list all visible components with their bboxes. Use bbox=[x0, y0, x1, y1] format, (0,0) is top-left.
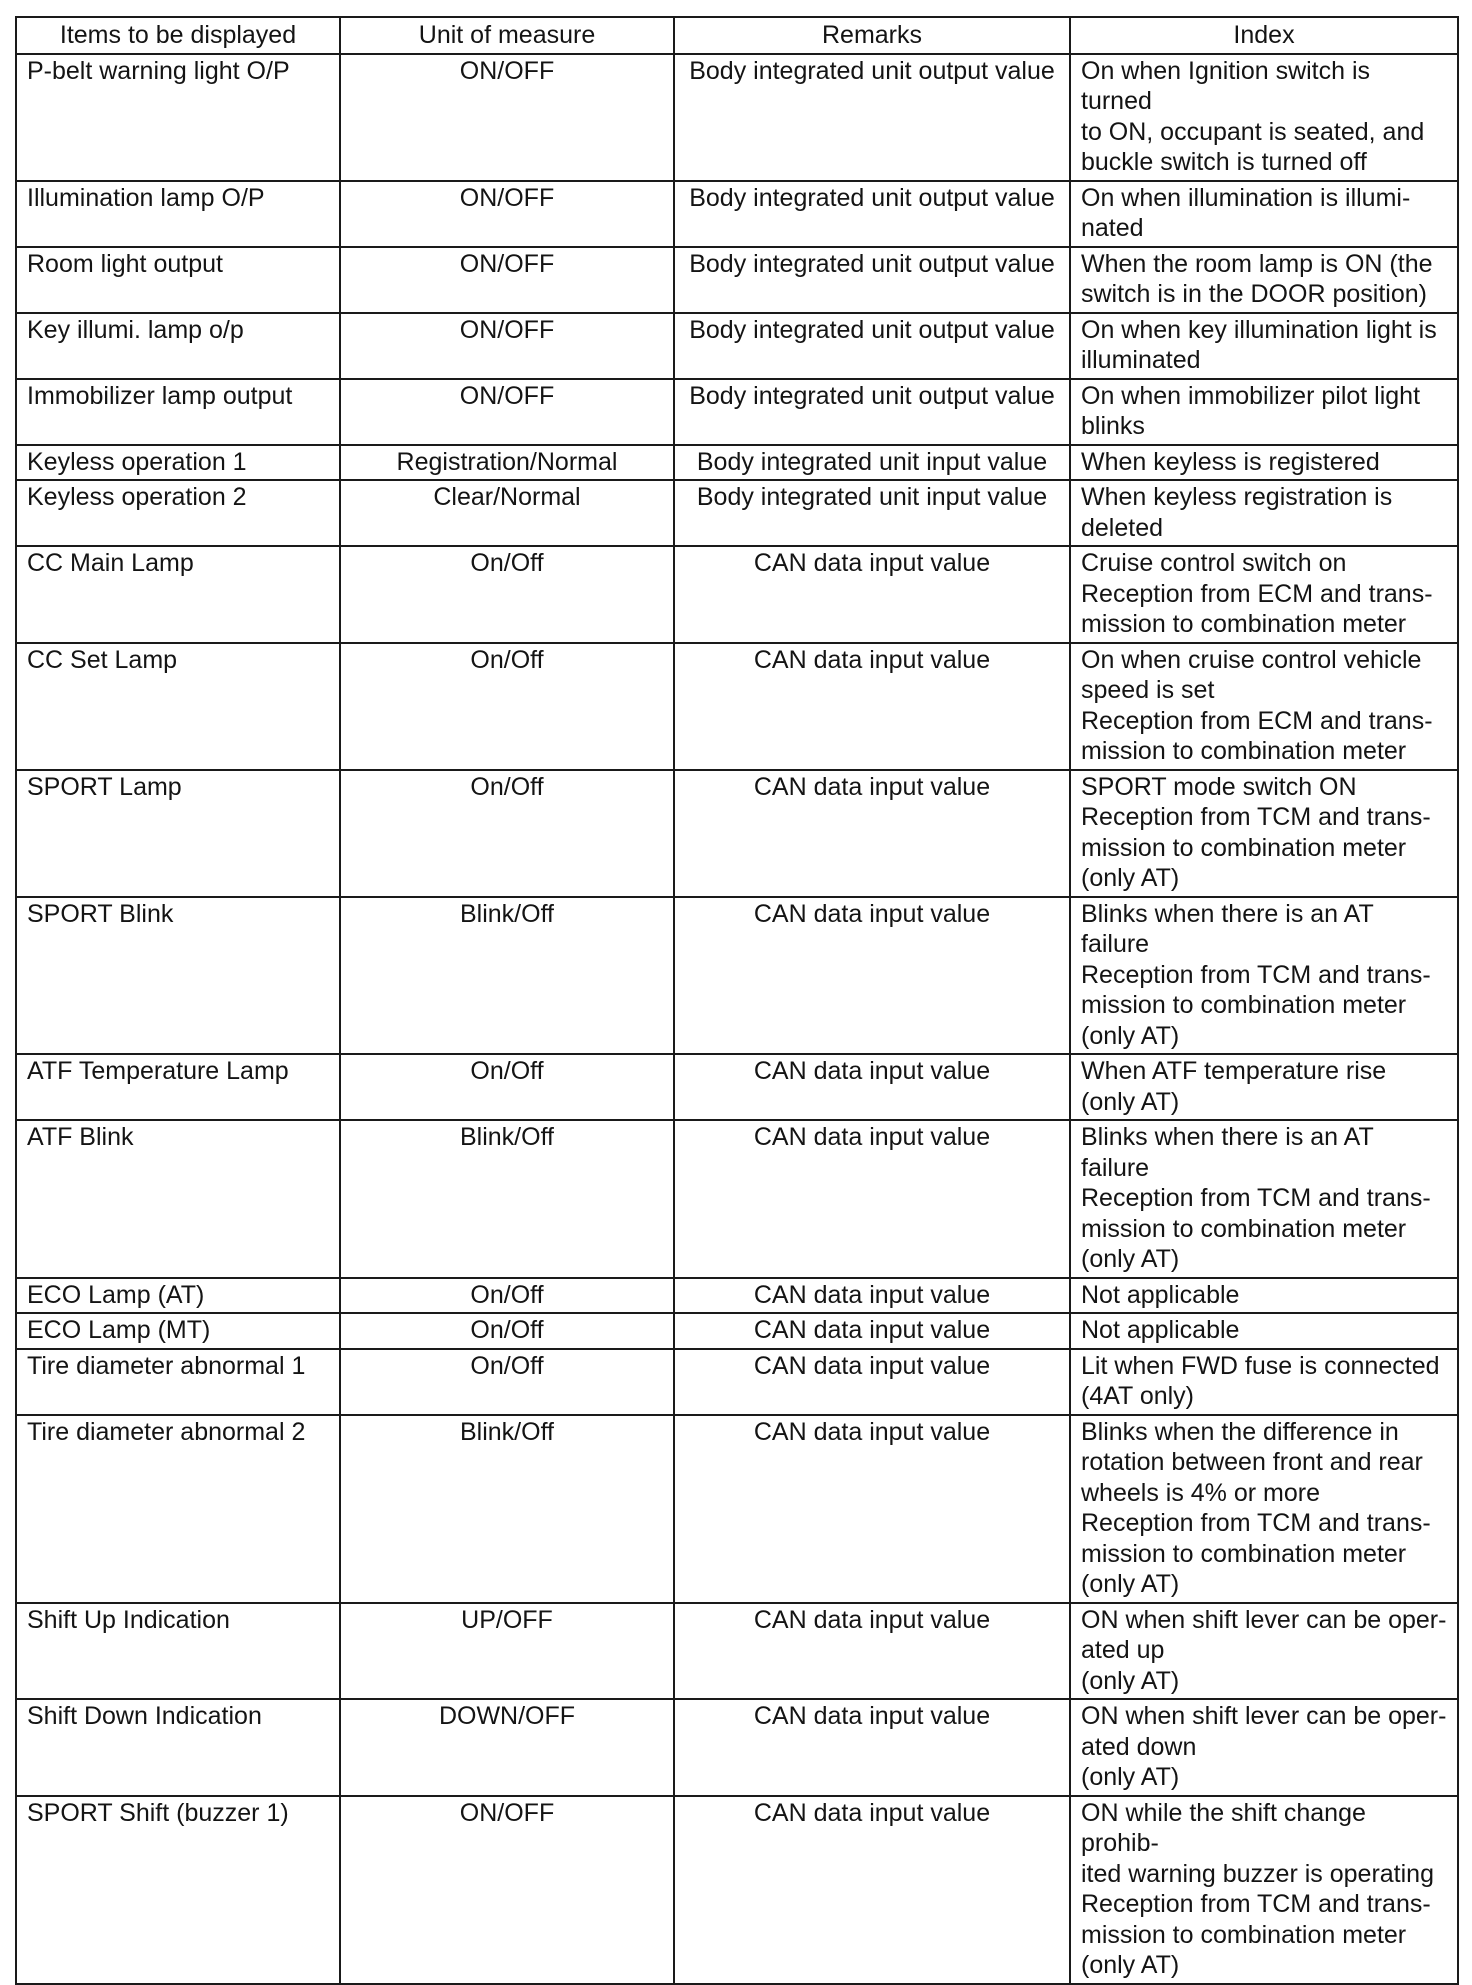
index-line: When keyless is registered bbox=[1081, 447, 1380, 476]
header-remarks: Remarks bbox=[674, 17, 1070, 54]
index-line: Reception from TCM and trans- bbox=[1081, 1184, 1431, 1212]
index-cell bbox=[1070, 1349, 1458, 1415]
index-line: ated up bbox=[1081, 1636, 1165, 1664]
index-line: SPORT mode switch ON bbox=[1081, 772, 1357, 801]
header-unit: Unit of measure bbox=[340, 17, 674, 54]
index-line: mission to combination meter bbox=[1081, 1920, 1407, 1949]
item-cell: ECO Lamp (AT) bbox=[16, 1278, 340, 1314]
index-cell bbox=[1070, 643, 1458, 770]
remarks-cell: Body integrated unit output value bbox=[674, 181, 1070, 247]
unit-cell: On/Off bbox=[340, 1349, 674, 1415]
item-cell: Illumination lamp O/P bbox=[16, 181, 340, 247]
remarks-cell: CAN data input value bbox=[674, 1415, 1070, 1603]
unit-cell: On/Off bbox=[340, 770, 674, 897]
remarks-cell: CAN data input value bbox=[674, 770, 1070, 897]
index-line: ON when shift lever can be oper- bbox=[1081, 1702, 1447, 1730]
remarks-cell: Body integrated unit output value bbox=[674, 379, 1070, 445]
table-row bbox=[16, 1349, 1458, 1415]
header-index: Index bbox=[1070, 17, 1458, 54]
unit-cell: ON/OFF bbox=[340, 313, 674, 379]
remarks-cell: CAN data input value bbox=[674, 1796, 1070, 1984]
data-monitor-table-container bbox=[15, 16, 1459, 1985]
table-row bbox=[16, 1796, 1458, 1984]
index-cell bbox=[1070, 1054, 1458, 1120]
item-cell: Tire diameter abnormal 1 bbox=[16, 1349, 340, 1415]
unit-cell: Clear/Normal bbox=[340, 480, 674, 546]
table-row bbox=[16, 480, 1458, 546]
index-line: illuminated bbox=[1081, 346, 1201, 374]
item-cell: Key illumi. lamp o/p bbox=[16, 313, 340, 379]
index-line: On when illumination is illumi- bbox=[1081, 183, 1411, 212]
unit-cell: ON/OFF bbox=[340, 1796, 674, 1984]
index-line: (only AT) bbox=[1081, 1951, 1180, 1979]
index-cell bbox=[1070, 770, 1458, 897]
index-cell bbox=[1070, 445, 1458, 481]
index-line: ited warning buzzer is operating bbox=[1081, 1859, 1434, 1888]
item-cell: Shift Down Indication bbox=[16, 1699, 340, 1796]
item-cell: Immobilizer lamp output bbox=[16, 379, 340, 445]
table-row bbox=[16, 1415, 1458, 1603]
index-line: When the room lamp is ON (the bbox=[1081, 249, 1433, 278]
index-line: ON while the shift change prohib- bbox=[1081, 1798, 1366, 1857]
index-line: to ON, occupant is seated, and bbox=[1081, 117, 1425, 146]
index-line: mission to combination meter bbox=[1081, 833, 1407, 862]
index-cell bbox=[1070, 247, 1458, 313]
unit-cell: ON/OFF bbox=[340, 181, 674, 247]
table-row bbox=[16, 247, 1458, 313]
index-line: (only AT) bbox=[1081, 1763, 1180, 1791]
unit-cell: Blink/Off bbox=[340, 1120, 674, 1278]
unit-cell: On/Off bbox=[340, 1054, 674, 1120]
data-monitor-table bbox=[15, 16, 1459, 1985]
index-line: Reception from TCM and trans- bbox=[1081, 803, 1431, 831]
item-cell: SPORT Shift (buzzer 1) bbox=[16, 1796, 340, 1984]
table-row bbox=[16, 770, 1458, 897]
index-line: mission to combination meter bbox=[1081, 737, 1407, 765]
remarks-cell: Body integrated unit output value bbox=[674, 247, 1070, 313]
index-line: On when cruise control vehicle bbox=[1081, 645, 1422, 674]
item-cell: SPORT Blink bbox=[16, 897, 340, 1055]
unit-cell: Blink/Off bbox=[340, 897, 674, 1055]
table-row bbox=[16, 643, 1458, 770]
index-line: buckle switch is turned off bbox=[1081, 148, 1367, 176]
index-line: Cruise control switch on bbox=[1081, 549, 1347, 577]
index-cell bbox=[1070, 1313, 1458, 1349]
index-cell bbox=[1070, 379, 1458, 445]
item-cell: Tire diameter abnormal 2 bbox=[16, 1415, 340, 1603]
remarks-cell: CAN data input value bbox=[674, 1313, 1070, 1349]
index-line: (only AT) bbox=[1081, 1570, 1180, 1598]
index-line: Reception from ECM and trans- bbox=[1081, 579, 1433, 608]
unit-cell: DOWN/OFF bbox=[340, 1699, 674, 1796]
index-cell bbox=[1070, 546, 1458, 643]
index-cell bbox=[1070, 1278, 1458, 1314]
index-line: Lit when FWD fuse is connected bbox=[1081, 1351, 1440, 1380]
remarks-cell: CAN data input value bbox=[674, 1699, 1070, 1796]
index-cell bbox=[1070, 1699, 1458, 1796]
item-cell: Keyless operation 1 bbox=[16, 445, 340, 481]
index-cell bbox=[1070, 480, 1458, 546]
remarks-cell: Body integrated unit output value bbox=[674, 54, 1070, 181]
index-line: (only AT) bbox=[1081, 1666, 1180, 1695]
index-line: (only AT) bbox=[1081, 1021, 1180, 1050]
table-row bbox=[16, 1603, 1458, 1700]
remarks-cell: CAN data input value bbox=[674, 1603, 1070, 1700]
index-line: mission to combination meter bbox=[1081, 991, 1407, 1019]
index-cell bbox=[1070, 313, 1458, 379]
remarks-cell: Body integrated unit input value bbox=[674, 445, 1070, 481]
item-cell: CC Main Lamp bbox=[16, 546, 340, 643]
table-row bbox=[16, 1054, 1458, 1120]
table-body bbox=[16, 54, 1458, 1984]
unit-cell: On/Off bbox=[340, 1278, 674, 1314]
unit-cell: ON/OFF bbox=[340, 379, 674, 445]
table-row bbox=[16, 54, 1458, 181]
index-line: Not applicable bbox=[1081, 1316, 1240, 1344]
unit-cell: UP/OFF bbox=[340, 1603, 674, 1700]
table-row bbox=[16, 1120, 1458, 1278]
index-line: blinks bbox=[1081, 412, 1145, 440]
table-row bbox=[16, 445, 1458, 481]
unit-cell: On/Off bbox=[340, 546, 674, 643]
unit-cell: Blink/Off bbox=[340, 1415, 674, 1603]
remarks-cell: CAN data input value bbox=[674, 1349, 1070, 1415]
index-line: Reception from TCM and trans- bbox=[1081, 960, 1431, 989]
index-line: (only AT) bbox=[1081, 1245, 1180, 1273]
index-cell bbox=[1070, 1796, 1458, 1984]
index-line: switch is in the DOOR position) bbox=[1081, 280, 1427, 308]
index-line: Reception from ECM and trans- bbox=[1081, 706, 1433, 735]
item-cell: Keyless operation 2 bbox=[16, 480, 340, 546]
index-line: rotation between front and rear bbox=[1081, 1448, 1423, 1476]
table-row bbox=[16, 1313, 1458, 1349]
remarks-cell: Body integrated unit output value bbox=[674, 313, 1070, 379]
remarks-cell: CAN data input value bbox=[674, 546, 1070, 643]
index-line: ON when shift lever can be oper- bbox=[1081, 1605, 1447, 1634]
item-cell: P-belt warning light O/P bbox=[16, 54, 340, 181]
table-row bbox=[16, 1699, 1458, 1796]
index-line: Blinks when the difference in bbox=[1081, 1417, 1399, 1446]
table-row bbox=[16, 379, 1458, 445]
unit-cell: On/Off bbox=[340, 1313, 674, 1349]
remarks-cell: CAN data input value bbox=[674, 1054, 1070, 1120]
index-line: wheels is 4% or more bbox=[1081, 1478, 1320, 1507]
index-line: ated down bbox=[1081, 1732, 1197, 1761]
index-cell bbox=[1070, 54, 1458, 181]
index-cell bbox=[1070, 1603, 1458, 1700]
index-line: mission to combination meter bbox=[1081, 1539, 1407, 1568]
header-items: Items to be displayed bbox=[16, 17, 340, 54]
unit-cell: Registration/Normal bbox=[340, 445, 674, 481]
item-cell: SPORT Lamp bbox=[16, 770, 340, 897]
index-line: Blinks when there is an AT failure bbox=[1081, 899, 1374, 958]
index-line: mission to combination meter bbox=[1081, 610, 1407, 638]
index-line: Reception from TCM and trans- bbox=[1081, 1890, 1431, 1918]
item-cell: Shift Up Indication bbox=[16, 1603, 340, 1700]
index-line: nated bbox=[1081, 214, 1144, 242]
remarks-cell: CAN data input value bbox=[674, 1120, 1070, 1278]
table-row bbox=[16, 313, 1458, 379]
table-row bbox=[16, 1278, 1458, 1314]
table-header-row bbox=[16, 17, 1458, 54]
index-line: mission to combination meter bbox=[1081, 1214, 1407, 1243]
index-line: Reception from TCM and trans- bbox=[1081, 1509, 1431, 1537]
index-line: On when immobilizer pilot light bbox=[1081, 381, 1421, 410]
item-cell: ECO Lamp (MT) bbox=[16, 1313, 340, 1349]
table-row bbox=[16, 181, 1458, 247]
item-cell: ATF Temperature Lamp bbox=[16, 1054, 340, 1120]
item-cell: CC Set Lamp bbox=[16, 643, 340, 770]
index-line: When ATF temperature rise bbox=[1081, 1057, 1387, 1085]
index-line: Blinks when there is an AT failure bbox=[1081, 1123, 1374, 1182]
remarks-cell: CAN data input value bbox=[674, 643, 1070, 770]
unit-cell: On/Off bbox=[340, 643, 674, 770]
index-line: speed is set bbox=[1081, 676, 1215, 704]
index-cell bbox=[1070, 1415, 1458, 1603]
index-line: When keyless registration is bbox=[1081, 483, 1393, 511]
index-line: (4AT only) bbox=[1081, 1382, 1195, 1410]
table-row bbox=[16, 546, 1458, 643]
index-line: On when Ignition switch is turned bbox=[1081, 56, 1371, 115]
remarks-cell: Body integrated unit input value bbox=[674, 480, 1070, 546]
remarks-cell: CAN data input value bbox=[674, 1278, 1070, 1314]
unit-cell: ON/OFF bbox=[340, 247, 674, 313]
index-cell bbox=[1070, 897, 1458, 1055]
index-line: (only AT) bbox=[1081, 1087, 1180, 1116]
item-cell: ATF Blink bbox=[16, 1120, 340, 1278]
index-line: Not applicable bbox=[1081, 1280, 1240, 1309]
index-line: (only AT) bbox=[1081, 864, 1180, 892]
table-row bbox=[16, 897, 1458, 1055]
index-cell bbox=[1070, 181, 1458, 247]
index-line: deleted bbox=[1081, 513, 1164, 542]
unit-cell: ON/OFF bbox=[340, 54, 674, 181]
index-cell bbox=[1070, 1120, 1458, 1278]
remarks-cell: CAN data input value bbox=[674, 897, 1070, 1055]
index-line: On when key illumination light is bbox=[1081, 315, 1437, 344]
item-cell: Room light output bbox=[16, 247, 340, 313]
